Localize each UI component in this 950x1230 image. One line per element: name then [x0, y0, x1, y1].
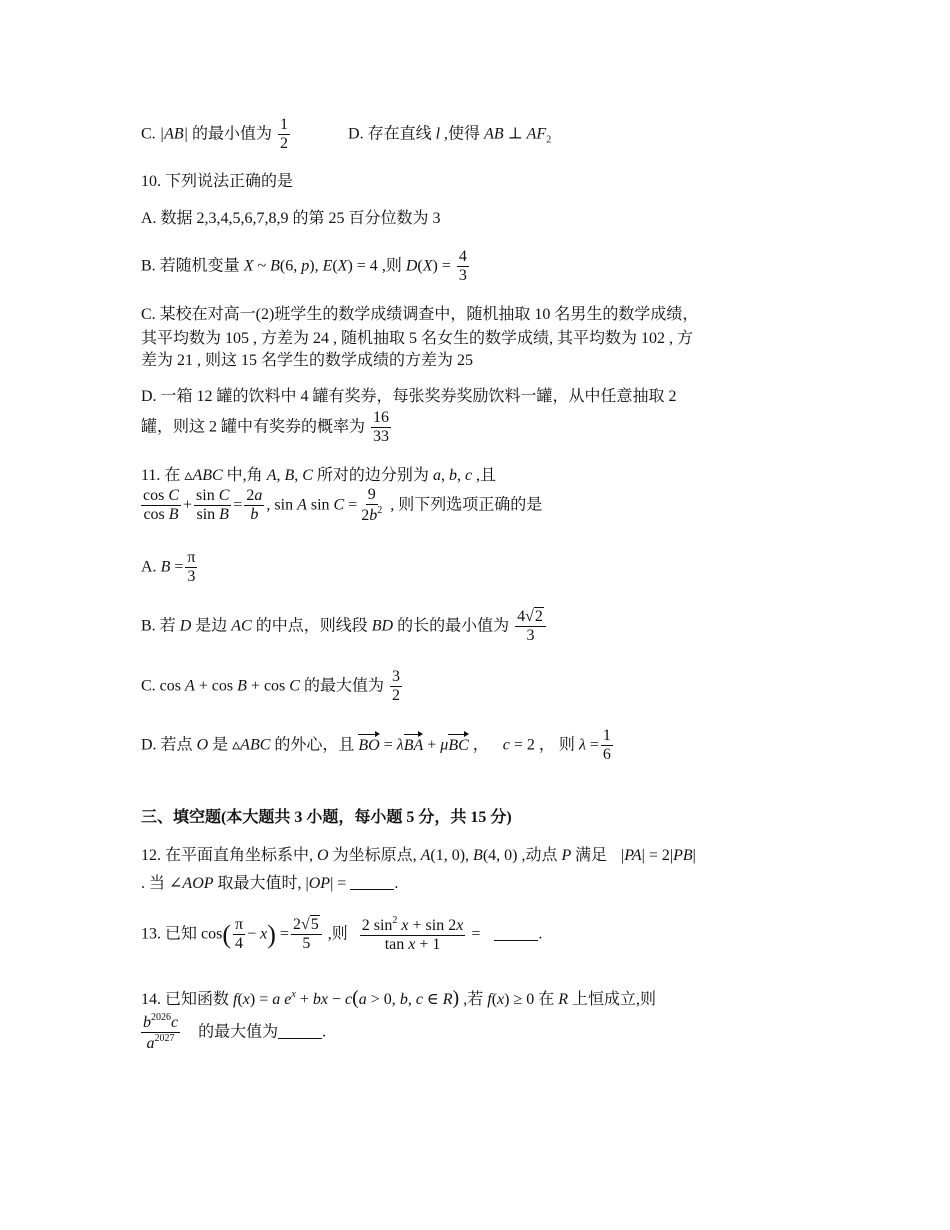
- q10-option-b: B. 若随机变量 X ~ B(6, p), E(X) = 4 ,则 D(X) = $\frac{4}{3}$: [141, 248, 467, 285]
- fraction-probability: $\frac{16}{33}$: [373, 409, 390, 446]
- q11-option-a: A. B = $\frac{\pi}{3}$: [141, 549, 196, 586]
- q9-option-d-text: ,使得: [444, 125, 481, 143]
- q14-line1: 14. 已知函数 f(x) = a $e^x$ + bx − c(a > 0, b, c ∈ R) ,若 f(x) ≥ 0 在 R 上恒成立,则: [141, 987, 657, 1009]
- q9-option-d-label: D. 存在直线: [348, 125, 432, 143]
- q12-line1: 12. 在平面直角坐标系中, O 为坐标原点, A(1, 0), B(4, 0) ,动点 P 满足 |PA| = 2|PB|: [141, 847, 696, 864]
- section-fill-in-blank-title: 三、填空题(本大题共 3 小题，每小题 5 分，共 15 分): [141, 809, 512, 826]
- q10-option-a: A. 数据 2,3,4,5,6,7,8,9 的第 25 百分位数为 3: [141, 210, 441, 227]
- q10-option-c-line3: 差为 21 , 则这 15 名学生的数学成绩的方差为 25: [141, 352, 474, 369]
- q11-option-b: B. 若 D 是边 AC 的中点，则线段 BD 的长的最小值为 $\frac{4√2}{3}$: [141, 608, 548, 646]
- q11-option-c: C. cos A + cos B + cos C 的最大值为 $\frac{3}{2}$: [141, 668, 400, 705]
- q12-line2: . 当 ∠AOP 取最大值时, |OP| = .: [141, 875, 399, 892]
- q10-stem: 10. 下列说法正确的是: [141, 173, 294, 190]
- answer-blank[interactable]: [350, 875, 394, 890]
- q10-option-c-line1: C. 某校在对高一(2)班学生的数学成绩调查中，随机抽取 10 名男生的数学成绩，: [141, 306, 699, 323]
- q13-line: 13. 已知 cos( $\frac{\pi}{4}$ − x) = $\frac{2√5}{5}$ ,则 $\frac{2 \sin^2 x + \sin 2x}{\text{tan x + 1}}$ = .: [141, 915, 543, 954]
- q11-stem-line2: $\frac{\text{cos C}}{\text{cos B}}$ + $\frac{\text{sin C}}{\text{sin B}}$ = $\frac{2a}{b}$ , sin A sin C = $\frac{9}{2b^2}$ , 则下列选项正确的是: [143, 486, 543, 525]
- answer-blank[interactable]: [278, 1024, 322, 1039]
- q9-option-c-label: C.: [141, 125, 156, 143]
- q9-option-c-text: 的最小值为: [192, 125, 273, 143]
- q9-options-row: C. |AB| 的最小值为 $\frac{1}{2}$ D. 存在直线 l ,使得 AB ⊥ $AF_2$: [141, 116, 552, 153]
- fraction-one-half: $\frac{1}{2}$: [280, 116, 289, 153]
- q14-line2: $\frac{b^{2026}c}{a^{2027}}$ 的最大值为 .: [143, 1012, 327, 1053]
- q11-option-d: D. 若点 O 是 ▵ABC 的外心，且 BO = λBA + μBC ， c = 2 ， 则 λ = $\frac{1}{6}$: [141, 727, 611, 764]
- q10-option-c-line2: 其平均数为 105 , 方差为 24 , 随机抽取 5 名女生的数学成绩, 其平均数为 102 , 方: [141, 330, 694, 347]
- q10-option-d-line1: D. 一箱 12 罐的饮料中 4 罐有奖券，每张奖券奖励饮料一罐，从中任意抽取 2: [141, 388, 677, 405]
- fraction-four-thirds: $\frac{4}{3}$: [458, 248, 467, 285]
- q10-option-d-line2: 罐，则这 2 罐中有奖券的概率为 $\frac{16}{33}$: [141, 409, 390, 446]
- q11-stem-line1: 11. 在 ▵ABC 中,角 A, B, C 所对的边分别为 a, b, c ,且: [141, 467, 497, 484]
- answer-blank[interactable]: [494, 926, 538, 941]
